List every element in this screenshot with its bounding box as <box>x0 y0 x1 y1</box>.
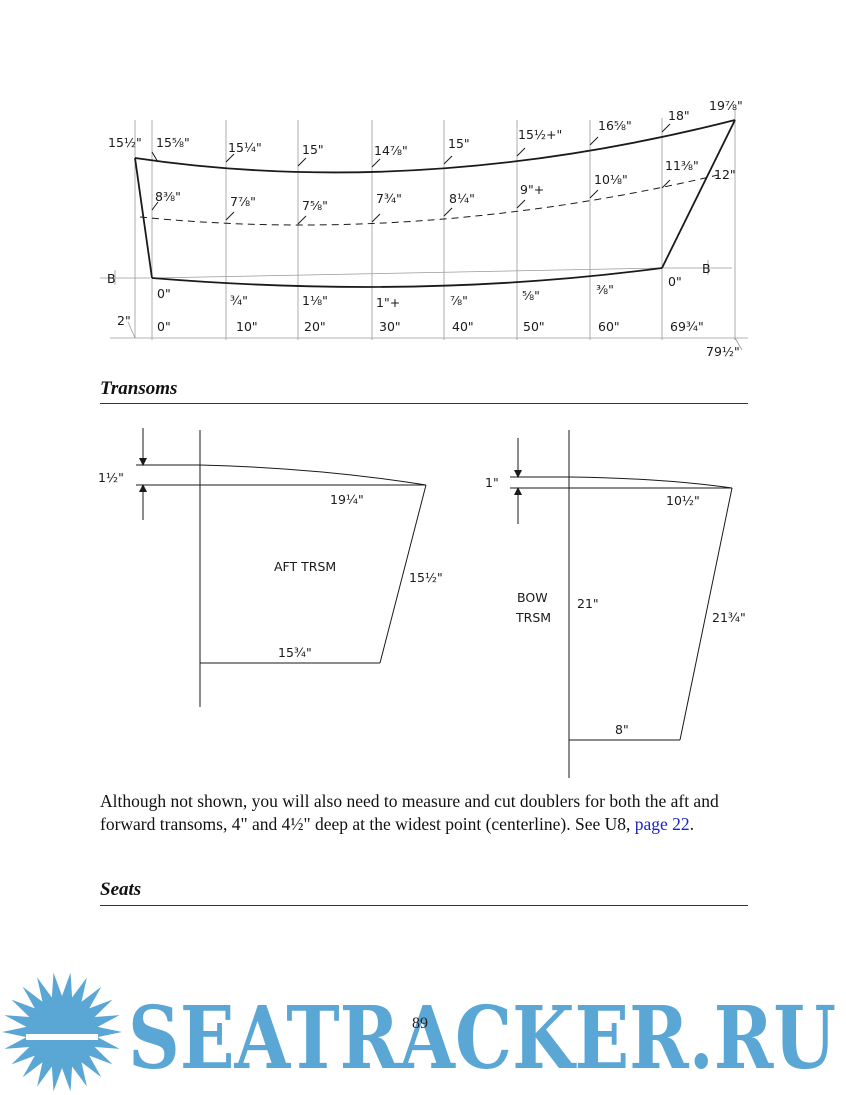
heading-rule <box>100 403 748 404</box>
rocker-label: 0" <box>668 274 682 289</box>
sheer-label: 15½+" <box>518 127 563 142</box>
sheer-label: 16⅝" <box>598 118 632 133</box>
sheer-label: 15½" <box>108 135 142 150</box>
rocker-label: ⅜" <box>596 282 614 297</box>
station-label: 60" <box>598 319 620 334</box>
baseline-label-right: B <box>702 261 711 276</box>
sheer-label: 19⅞" <box>709 98 743 113</box>
bow-transom-diagram <box>0 420 846 790</box>
rocker-label: 0" <box>157 286 171 301</box>
chine-label: 8⅜" <box>155 189 181 204</box>
chine-labels <box>155 158 736 213</box>
chine-label: 12" <box>714 167 736 182</box>
rocker-label: ¾" <box>230 293 248 308</box>
section-heading-seats: Seats <box>100 879 142 900</box>
end-label: 79½" <box>706 344 740 359</box>
body-paragraph <box>100 790 760 836</box>
sun-logo-icon <box>2 973 122 1092</box>
chine-label: 7¾" <box>376 191 402 206</box>
page-22-link[interactable]: page 22 <box>634 814 690 834</box>
bow-transom-name-line2: TRSM <box>516 610 552 625</box>
sheer-label: 15¼" <box>228 140 262 155</box>
body-text-end: . <box>689 814 695 834</box>
aft-side-label: 15½" <box>409 570 443 585</box>
aft-crown-label: 1½" <box>98 470 124 485</box>
baseline-label-left: B <box>107 271 116 286</box>
chine-label: 10⅛" <box>594 172 628 187</box>
station-label: 20" <box>304 319 326 334</box>
sheer-label: 14⅞" <box>374 143 408 158</box>
aft-bottom-width-label: 15¾" <box>278 645 312 660</box>
station-label: 40" <box>452 319 474 334</box>
rocker-labels <box>157 274 682 310</box>
sheer-labels <box>108 98 743 158</box>
hull-side-diagram <box>0 0 846 370</box>
station-lines <box>100 110 748 350</box>
sheer-label: 15" <box>302 142 324 157</box>
body-text: Although not shown, you will also need to measure and cut doublers for both the aft and forward transoms, 4" and 4½" deep at the widest point (centerline). See U8, <box>100 791 719 834</box>
station-label: 10" <box>236 319 258 334</box>
watermark-text: SEATRACKER.RU <box>128 988 836 1089</box>
heading-rule <box>100 905 748 906</box>
bow-transom-name-line1: BOW <box>517 590 548 605</box>
rocker-label: 1"+ <box>376 295 401 310</box>
bow-side-label: 21¾" <box>712 610 746 625</box>
aft-transom-name: AFT TRSM <box>274 559 337 574</box>
rocker-label: ⅞" <box>450 293 468 308</box>
rocker-label: ⅝" <box>522 288 540 303</box>
offset-label: 2" <box>117 313 131 328</box>
station-label: 0" <box>157 319 171 334</box>
bow-bottom-width-label: 8" <box>615 722 629 737</box>
chine-label: 7⅞" <box>230 194 256 209</box>
sheer-label: 15" <box>448 136 470 151</box>
station-label: 69¾" <box>670 319 704 334</box>
bow-top-width-label: 10½" <box>666 493 700 508</box>
section-heading-transoms: Transoms <box>100 378 178 399</box>
station-label: 30" <box>379 319 401 334</box>
label-leaders <box>152 124 670 224</box>
chine-label: 7⅝" <box>302 198 328 213</box>
aft-top-width-label: 19¼" <box>330 492 364 507</box>
sheer-label: 18" <box>668 108 690 123</box>
sheer-label: 15⅝" <box>156 135 190 150</box>
hull-outline <box>135 120 735 287</box>
chine-label: 11⅜" <box>665 158 699 173</box>
chine-label: 8¼" <box>449 191 475 206</box>
page-number: 89 <box>412 1015 428 1032</box>
station-label: 50" <box>523 319 545 334</box>
bow-crown-label: 1" <box>485 475 499 490</box>
station-labels <box>117 313 740 359</box>
chine-label: 9"+ <box>520 182 545 197</box>
rocker-label: 1⅛" <box>302 293 328 308</box>
bow-height-label: 21" <box>577 596 599 611</box>
